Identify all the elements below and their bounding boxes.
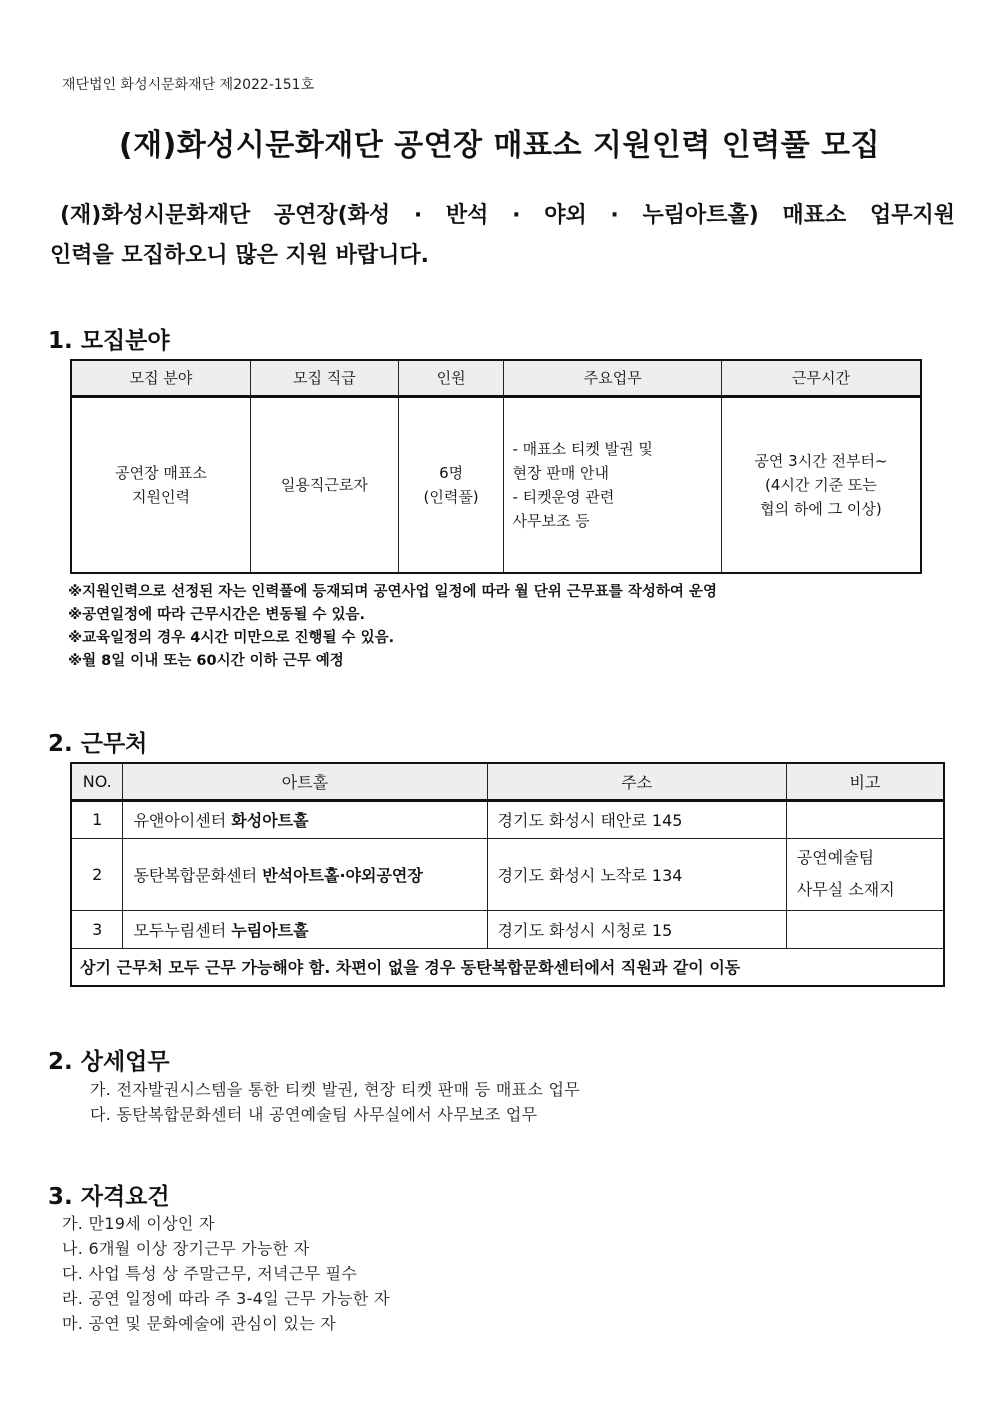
cell-line: 현장 판매 안내	[512, 463, 609, 482]
section-heading-workplace: 2. 근무처	[48, 731, 148, 757]
column-header: 비고	[786, 763, 944, 800]
recruitment-field-table	[70, 359, 922, 574]
hall-cell	[123, 910, 487, 948]
list-item: 나. 6개월 이상 장기근무 가능한 자	[62, 1239, 310, 1258]
section-heading-qualifications: 3. 자격요건	[48, 1184, 170, 1210]
hours-cell	[721, 396, 921, 573]
hall-name: 누림아트홀	[231, 920, 309, 940]
list-item: 가. 만19세 이상인 자	[62, 1214, 215, 1233]
table-header-row	[71, 763, 944, 800]
list-item: 라. 공연 일정에 따라 주 3-4일 근무 가능한 자	[62, 1289, 390, 1308]
cell-line: 공연 3시간 전부터~	[754, 451, 888, 470]
intro-paragraph	[50, 196, 955, 276]
cell-line: 지원인력	[132, 487, 191, 506]
qualifications-list	[62, 1211, 390, 1336]
center-name: 동탄복합문화센터	[133, 865, 258, 885]
column-header: NO.	[71, 763, 123, 800]
footer-note: 상기 근무처 모두 근무 가능해야 함. 차편이 없을 경우 동탄복합문화센터에서 직원과 같이 이동	[71, 948, 944, 986]
column-header: 모집 분야	[71, 360, 251, 396]
note-cell	[786, 910, 944, 948]
table-row	[71, 910, 944, 948]
cell-line: 공연예술팀	[796, 848, 875, 867]
address-cell: 경기도 화성시 태안로 145	[487, 800, 786, 838]
cell-line: 6명	[439, 463, 464, 482]
cell-line: 협의 하에 그 이상)	[760, 499, 882, 518]
list-item: 마. 공연 및 문화예술에 관심이 있는 자	[62, 1314, 337, 1333]
recruitment-notes	[68, 581, 717, 673]
table-row	[71, 838, 944, 910]
section-heading-detailed-duties: 2. 상세업무	[48, 1049, 170, 1075]
column-header: 주요업무	[504, 360, 721, 396]
document-number: 재단법인 화성시문화재단 제2022-151호	[62, 77, 315, 93]
cell-line: - 티켓운영 관련	[512, 487, 615, 506]
table-row	[71, 800, 944, 838]
table-row	[71, 396, 921, 573]
cell-line: 공연장 매표소	[115, 463, 207, 482]
row-number: 2	[71, 838, 123, 910]
column-header: 모집 직급	[251, 360, 399, 396]
cell-line: 사무보조 등	[512, 511, 590, 530]
column-header: 주소	[487, 763, 786, 800]
hall-name: 반석아트홀·야외공연장	[262, 865, 423, 885]
hall-name: 화성아트홀	[231, 811, 309, 830]
workplace-table	[70, 762, 945, 987]
document-title: (재)화성시문화재단 공연장 매표소 지원인력 인력풀 모집	[118, 128, 881, 163]
cell-line: - 매표소 티켓 발권 및	[512, 439, 653, 458]
column-header: 근무시간	[721, 360, 921, 396]
row-number: 1	[71, 800, 123, 838]
center-name: 모두누림센터	[133, 920, 227, 940]
address-cell: 경기도 화성시 노작로 134	[487, 838, 786, 910]
duties-cell	[504, 396, 721, 573]
note-cell	[786, 838, 944, 910]
column-header: 인원	[398, 360, 504, 396]
center-name: 유앤아이센터	[133, 811, 227, 830]
cell-line: 사무실 소재지	[796, 880, 895, 899]
note-line: ※지원인력으로 선정된 자는 인력풀에 등재되며 공연사업 일정에 따라 월 단위 근무표를 작성하여 운영	[68, 584, 717, 600]
note-cell	[786, 800, 944, 838]
hall-cell	[123, 838, 487, 910]
list-item: 가. 전자발권시스템을 통한 티켓 발권, 현장 티켓 판매 등 매표소 업무	[90, 1080, 581, 1099]
address-cell: 경기도 화성시 시청로 15	[487, 910, 786, 948]
grade-cell: 일용직근로자	[251, 396, 399, 573]
table-header-row	[71, 360, 921, 396]
column-header: 아트홀	[123, 763, 487, 800]
list-item: 다. 동탄복합문화센터 내 공연예술팀 사무실에서 사무보조 업무	[90, 1105, 538, 1124]
note-line: ※공연일정에 따라 근무시간은 변동될 수 있음.	[68, 607, 365, 623]
count-cell	[398, 396, 504, 573]
row-number: 3	[71, 910, 123, 948]
cell-line: (4시간 기준 또는	[765, 475, 877, 494]
intro-line-2: 인력을 모집하오니 많은 지원 바랍니다.	[50, 243, 430, 268]
table-footer-row	[71, 948, 944, 986]
intro-line-1: (재)화성시문화재단 공연장(화성 · 반석 · 야외 · 누림아트홀) 매표소 업무지원	[60, 203, 955, 228]
hall-cell	[123, 800, 487, 838]
section-heading-recruitment-field: 1. 모집분야	[48, 328, 170, 354]
note-line: ※월 8일 이내 또는 60시간 이하 근무 예정	[68, 653, 344, 669]
list-item: 다. 사업 특성 상 주말근무, 저녁근무 필수	[62, 1264, 358, 1283]
note-line: ※교육일정의 경우 4시간 미만으로 진행될 수 있음.	[68, 630, 395, 646]
field-cell	[71, 396, 251, 573]
cell-line: (인력풀)	[423, 487, 479, 506]
detailed-duties-list	[90, 1077, 580, 1127]
